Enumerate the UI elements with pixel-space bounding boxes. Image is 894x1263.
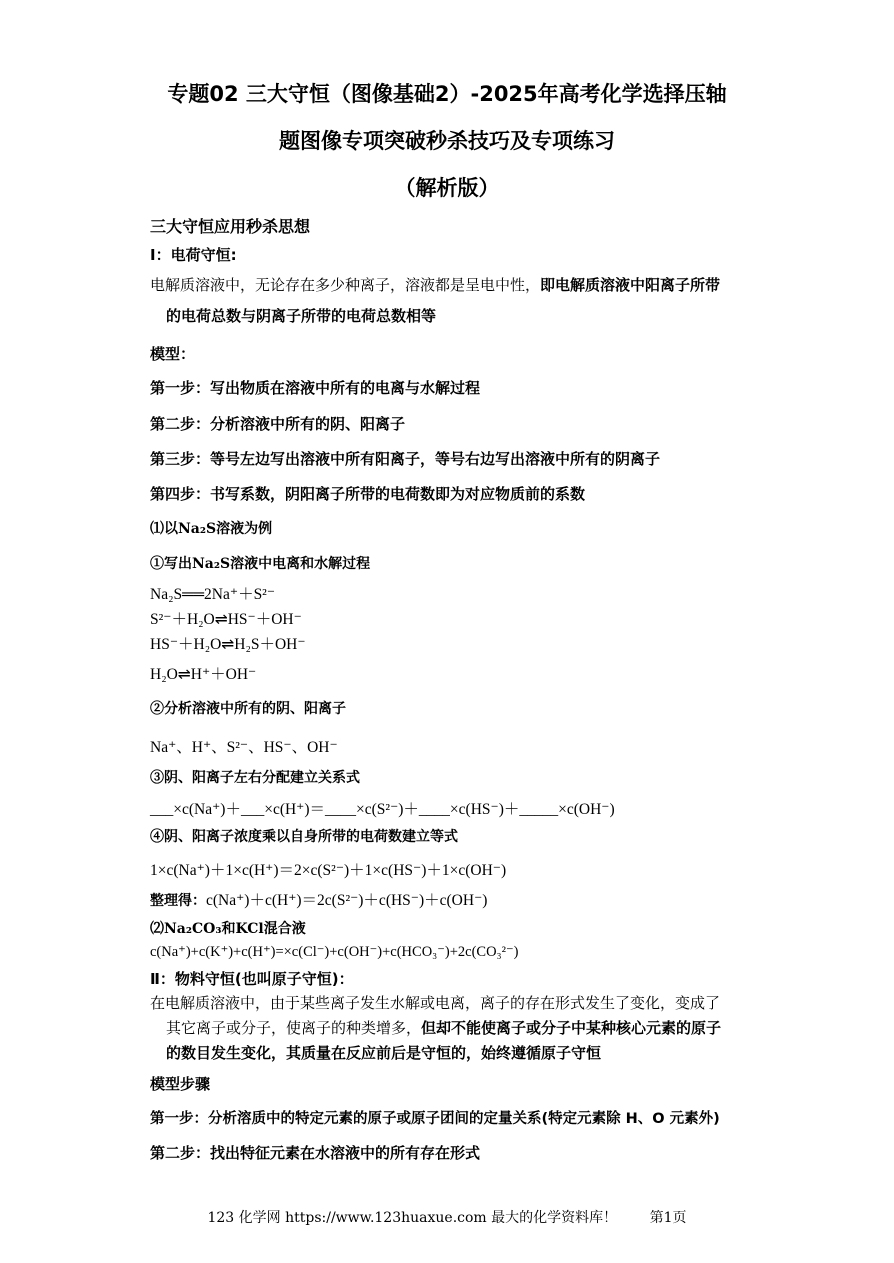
equation-1: Na₂S══2Na⁺＋S²⁻ [150,586,276,603]
equation-2: S²⁻＋H₂O⇌HS⁻＋OH⁻ [150,611,302,628]
footer-text: 123 化学网 https://www.123huaxue.com 最大的化学资料库！ [207,1210,618,1226]
charge-text-line-1 [150,274,720,295]
material-text-line-2 [166,1017,721,1038]
tidy-label: 整理得： [150,893,206,909]
tidy-equation-line [150,888,487,910]
charge-text-line-2: 的电荷总数与阴离子所带的电荷总数相等 [166,307,437,325]
material-step-1: 第一步：分析溶质中的特定元素的原子或原子团间的定量关系(特定元素除 H、O 元素外) [150,1111,720,1127]
charge-text-bold: 即电解质溶液中阳离子所带 [540,276,721,294]
page-number: 第1页 [649,1210,687,1226]
step-2: 第二步：分析溶液中所有的阴、阳离子 [150,415,406,433]
material-heading: Ⅱ：物料守恒(也叫原子守恒)： [150,970,354,988]
charge-text-normal: 电解质溶液中，无论存在多少种离子，溶液都是呈电中性， [150,276,541,294]
section-heading: 三大守恒应用秒杀思想 [150,217,311,236]
model-steps-label: 模型步骤 [150,1075,211,1093]
model-label: 模型： [150,345,196,363]
example-1-step-1: ①写出Na₂S溶液中电离和水解过程 [150,556,371,572]
material-text-normal: 其它离子或分子，使离子的种类增多， [166,1019,422,1037]
ion-list: Na⁺、H⁺、S²⁻、HS⁻、OH⁻ [150,739,338,756]
step-4: 第四步：书写系数，阴阳离子所带的电荷数即为对应物质前的系数 [150,485,586,503]
material-text-line-1: 在电解质溶液中，由于某些离子发生水解或电离，离子的存在形式发生了变化，变成了 [150,994,721,1012]
material-step-2: 第二步：找出特征元素在水溶液中的所有存在形式 [150,1144,481,1162]
material-text-bold: 但却不能使离子或分子中某种核心元素的原子 [421,1019,722,1037]
example-1-step-4: ④阴、阳离子浓度乘以自身所带的电荷数建立等式 [150,829,458,845]
step-1: 第一步：写出物质在溶液中所有的电离与水解过程 [150,379,481,397]
example-2-heading: ⑵Na₂CO₃和KCl混合液 [150,921,306,937]
step-3: 第三步：等号左边写出溶液中所有阳离子，等号右边写出溶液中所有的阴离子 [150,450,661,468]
material-text-line-3: 的数目发生变化，其质量在反应前后是守恒的，始终遵循原子守恒 [166,1044,602,1062]
equation-4: H₂O⇌H⁺＋OH⁻ [150,666,257,683]
title-line-3: （解析版） [394,176,500,200]
example-1-step-2: ②分析溶液中所有的阴、阳离子 [150,701,346,717]
full-equation: 1×c(Na⁺)＋1×c(H⁺)＝2×c(S²⁻)＋1×c(HS⁻)＋1×c(OH⁻) [150,862,507,879]
example-1-heading: ⑴以Na₂S溶液为例 [150,521,273,537]
example-1-step-3: ③阴、阳离子左右分配建立关系式 [150,770,360,786]
page-footer [0,1207,894,1227]
equation-3: HS⁻＋H₂O⇌H₂S＋OH⁻ [150,636,306,653]
title-line-2: 题图像专项突破秒杀技巧及专项练习 [279,129,615,153]
example-2-equation: c(Na⁺)+c(K⁺)+c(H⁺)=×c(Cl⁻)+c(OH⁻)+c(HCO₃⁻)+2c(CO₃²⁻) [150,944,519,960]
tidy-equation: c(Na⁺)＋c(H⁺)＝2c(S²⁻)＋c(HS⁻)＋c(OH⁻) [206,892,488,909]
blank-equation: ___×c(Na⁺)＋___×c(H⁺)＝____×c(S²⁻)＋____×c(HS⁻)＋_____×c(OH⁻) [150,801,615,818]
title-line-1: 专题02 三大守恒（图像基础2）-2025年高考化学选择压轴 [167,82,727,106]
charge-heading: Ⅰ：电荷守恒: [150,246,237,264]
